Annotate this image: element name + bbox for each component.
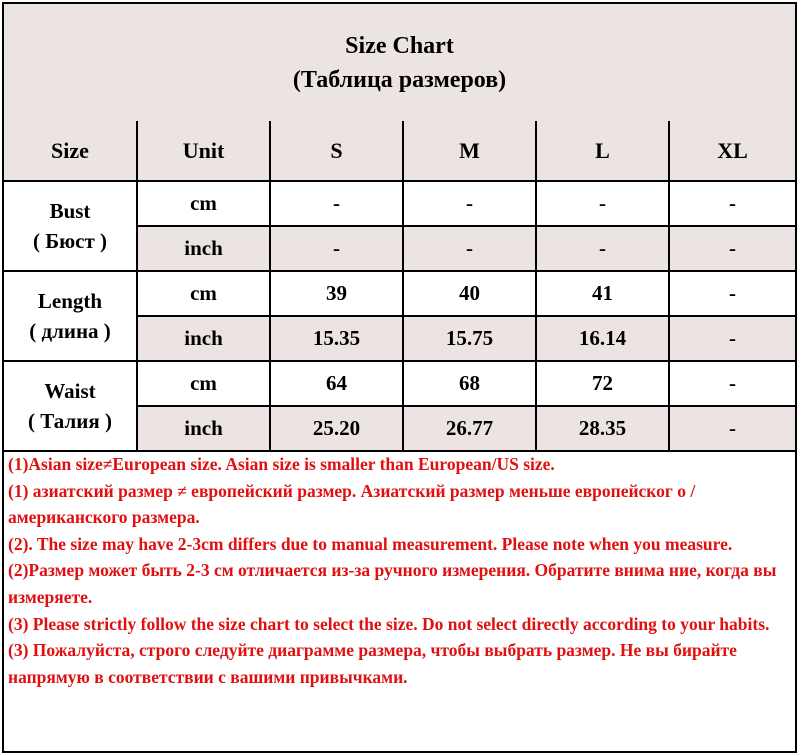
header-size: Size (4, 121, 137, 181)
param-name-russian: ( Бюст ) (32, 229, 108, 253)
size-chart (2, 2, 797, 753)
header-xl: XL (669, 121, 795, 181)
header-unit: Unit (137, 121, 270, 181)
note-3-ru: (3) Пожалуйста, строго следуйте диаграмме размера, чтобы выбрать размер. Не вы бирайте напрямую в соответствии с вашими привычками. (8, 640, 737, 687)
header-s: S (270, 121, 403, 181)
note-1-ru: (1) азиатский размер ≠ европейский размер. Азиатский размер меньше европейског о / американского размера. (8, 480, 696, 528)
value-cell: - (669, 271, 795, 316)
value-cell: - (270, 181, 403, 226)
note-2-ru: (2)Размер может быть 2-3 см отличается из-за ручного измерения. Обратите внима ние, когда вы измеряете. (8, 560, 777, 607)
value-cell: 41 (536, 271, 669, 316)
unit-cell: inch (137, 406, 270, 451)
param-bust (4, 181, 137, 271)
param-name-russian: ( Талия ) (28, 409, 112, 433)
value-cell: - (669, 181, 795, 226)
value-cell: - (403, 181, 536, 226)
header-l: L (536, 121, 669, 181)
note-1-en: (1)Asian size≠European size. Asian size is smaller than European/US size. (8, 454, 555, 474)
table-row (4, 181, 795, 226)
param-name-russian: ( длина ) (29, 319, 111, 343)
value-cell: 16.14 (536, 316, 669, 361)
value-cell: 15.75 (403, 316, 536, 361)
chart-title-russian: (Таблица размеров) (292, 66, 507, 93)
header-m: M (403, 121, 536, 181)
value-cell: 26.77 (403, 406, 536, 451)
unit-cell: cm (137, 271, 270, 316)
chart-title: Size Chart (345, 32, 454, 59)
unit-cell: cm (137, 181, 270, 226)
value-cell: 28.35 (536, 406, 669, 451)
param-name: Bust (49, 199, 91, 223)
value-cell: - (536, 226, 669, 271)
value-cell: - (403, 226, 536, 271)
value-cell: 15.35 (270, 316, 403, 361)
value-cell: - (669, 361, 795, 406)
size-table (4, 121, 795, 452)
table-row (4, 361, 795, 406)
value-cell: - (270, 226, 403, 271)
note-2-en: (2). The size may have 2-3cm differs due to manual measurement. Please note when you measure. (8, 533, 733, 554)
table-row (4, 271, 795, 316)
table-header-row (4, 121, 795, 181)
unit-cell: cm (137, 361, 270, 406)
param-name: Length (37, 289, 103, 313)
value-cell: 64 (270, 361, 403, 406)
value-cell: - (536, 181, 669, 226)
value-cell: 39 (270, 271, 403, 316)
value-cell: - (669, 406, 795, 451)
unit-cell: inch (137, 316, 270, 361)
chart-title-box (4, 4, 795, 123)
value-cell: 25.20 (270, 406, 403, 451)
param-length (4, 271, 137, 361)
value-cell: 68 (403, 361, 536, 406)
note-3-en: (3) Please strictly follow the size chart to select the size. Do not select directly according to your habits. (8, 613, 770, 634)
value-cell: - (669, 226, 795, 271)
value-cell: 72 (536, 361, 669, 406)
param-name: Waist (44, 379, 96, 403)
value-cell: - (669, 316, 795, 361)
value-cell: 40 (403, 271, 536, 316)
param-waist (4, 361, 137, 451)
unit-cell: inch (137, 226, 270, 271)
size-notes (4, 449, 795, 692)
